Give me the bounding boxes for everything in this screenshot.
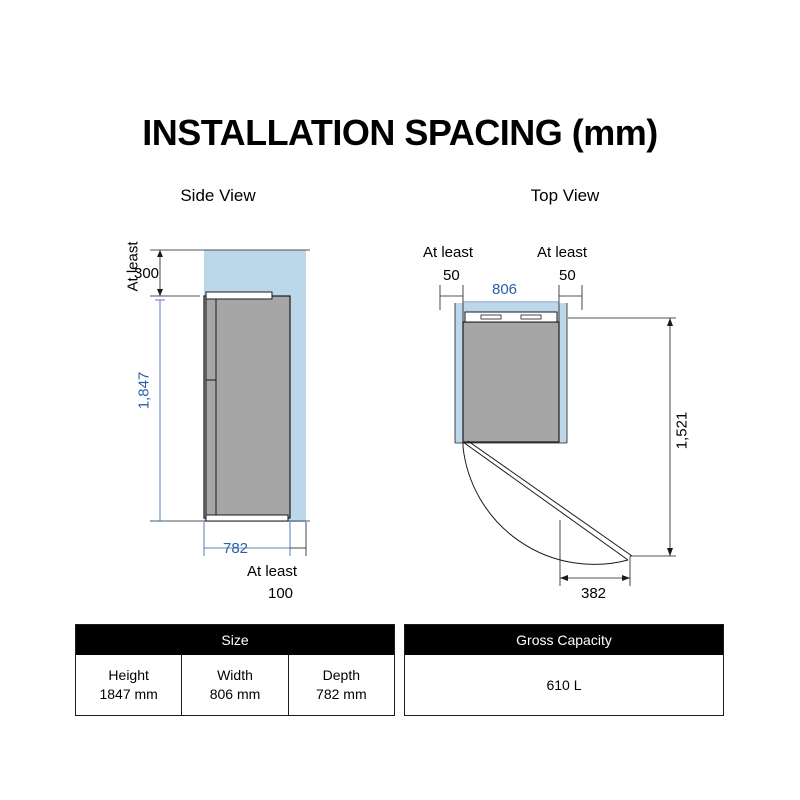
top-view-width-value: 806 [492,281,518,298]
top-view-dim-1521-arrow-bottom [667,548,673,556]
side-view-clearance-top-label: At least [124,241,142,292]
top-view-clearance-left-value: 50 [443,267,460,284]
top-view-handle-left [481,315,501,319]
top-view-door-swing-value: 382 [581,585,607,602]
side-view-dim-300-arrow-bottom [157,289,163,296]
size-table-label-width: Width [217,667,253,683]
top-view-dim-382-arrow-right [622,575,630,581]
side-view-top-handle [206,292,272,299]
capacity-table-body [405,655,723,715]
capacity-table-header: Gross Capacity [405,625,723,655]
size-table-body [76,655,394,715]
side-view-clearance-back-value: 100 [268,585,294,602]
size-table-label-depth: Depth [322,667,360,683]
top-view-clearance-right-value: 50 [559,267,576,284]
top-view-door-depth-value: 1,521 [673,411,691,450]
side-view-clearance-back-label: At least [247,563,298,580]
side-view-clearance-top-value: 300 [134,265,160,282]
size-table-cell-height [76,655,181,715]
top-view-door-open-panel-edge [468,441,632,556]
top-view-door-swing-arc [463,442,628,564]
size-table-header: Size [76,625,394,655]
page-title: INSTALLATION SPACING (mm) [142,112,658,153]
capacity-table-cell-value [405,655,723,715]
top-view-front-face [465,312,557,322]
top-view-fridge-body [463,322,559,442]
top-view-handle-right [521,315,541,319]
side-view-depth-value: 782 [223,540,249,557]
capacity-table [404,624,724,716]
size-table-value-depth: 782 mm [316,686,367,702]
top-view-door-open-panel [463,442,628,560]
side-view-fridge-body [204,296,290,518]
top-view-clearance-left-label: At least [423,244,474,261]
size-table-cell-depth [288,655,394,715]
size-table-cell-width [181,655,287,715]
side-view-height-value: 1,847 [135,371,153,410]
capacity-table-value: 610 L [546,676,582,693]
size-table-value-width: 806 mm [209,686,261,702]
side-view-dim-300-arrow-top [157,250,163,257]
top-view-dim-1521-arrow-top [667,318,673,326]
top-view-label: Top View [530,186,600,205]
size-table [75,624,395,716]
side-view-base [206,515,288,521]
top-view-clearance-right-label: At least [537,244,588,261]
size-table-label-height: Height [108,667,149,683]
size-table-value-height: 1847 mm [99,686,158,702]
top-view-dim-382-arrow-left [560,575,568,581]
side-view-label: Side View [180,186,256,205]
